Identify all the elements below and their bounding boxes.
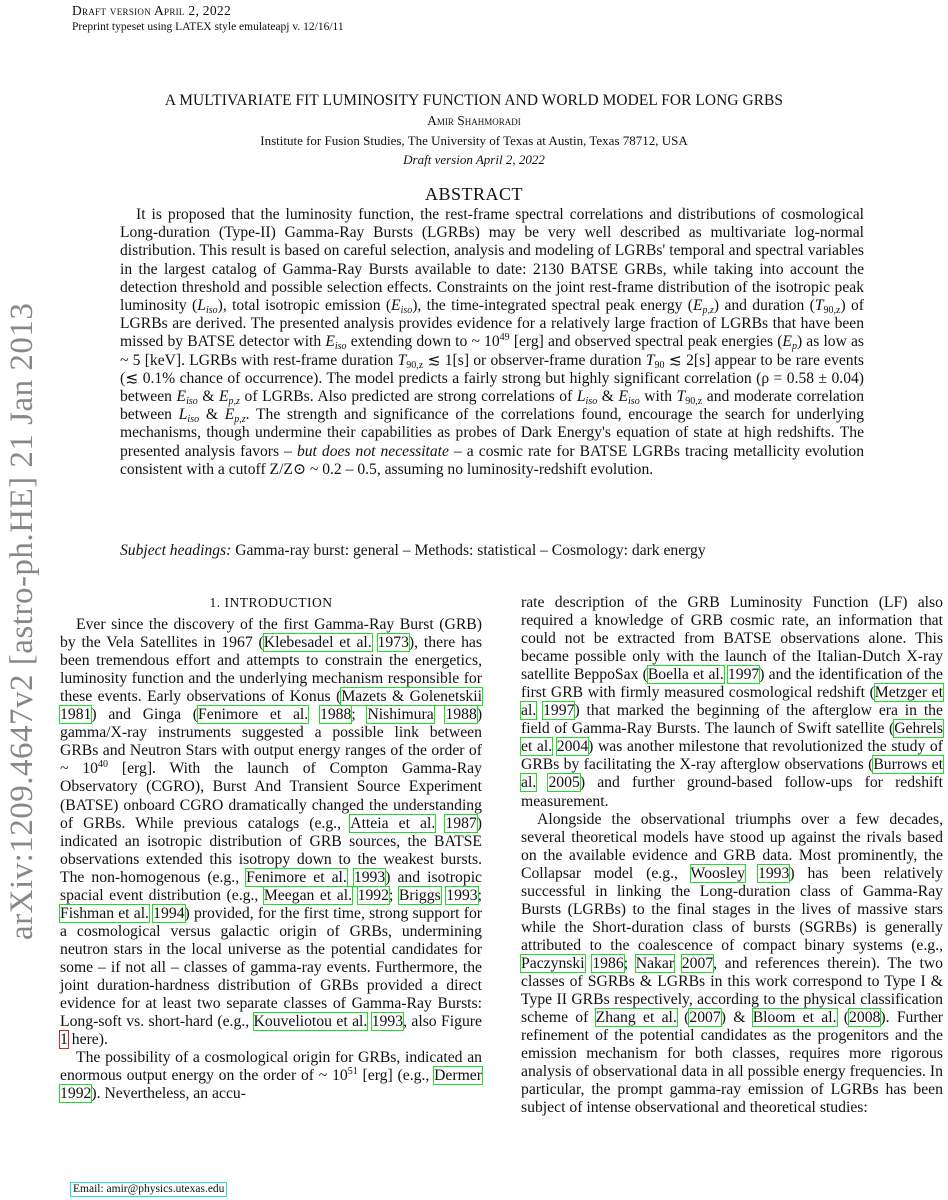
- citation-year-link[interactable]: 1992: [357, 886, 389, 904]
- citation-year-link[interactable]: 1993: [371, 1013, 404, 1031]
- citation-year-link[interactable]: 2004: [556, 738, 589, 756]
- citation-link[interactable]: Klebesadel et al.: [263, 634, 372, 652]
- citation-year-link[interactable]: 1993: [446, 886, 478, 904]
- citation-link[interactable]: Gehrels et al.: [521, 720, 943, 756]
- subject-headings-text: Gamma-ray burst: general – Methods: statistical – Cosmology: dark energy: [231, 542, 706, 559]
- left-column: [60, 594, 482, 1103]
- abstract-heading: ABSTRACT: [424, 184, 524, 204]
- abstract-italic-phrase: but does not necessitate: [296, 442, 449, 460]
- citation-link[interactable]: Burrows et al.: [521, 756, 944, 792]
- citation-link[interactable]: Boella et al.: [647, 666, 724, 684]
- intro-paragraph-2-cont: rate description of the GRB Luminosity Function (LF) also required a knowledge of GRB cosmic rate, an information that could not be extracted from BATSE observations alone. This became possible only with the launch of the Italian-Dutch X-ray satellite BeppoSax (Boella et al. 1997) and the identification of the first GRB with firmly measured cosmological redshift (Metzger et al. 1997) that marked the beginning of the afterglow era in the field of Gamma-Ray Bursts. The launch of Swift satellite (Gehrels et al. 2004) was another milestone that revolutionized the study of GRBs by facilitating the X-ray afterglow observations (Burrows et al. 2005) and further ground-based follow-ups for redshift measurement.: [521, 594, 944, 810]
- citation-link[interactable]: Briggs: [398, 886, 441, 904]
- citation-link[interactable]: Dermer: [434, 1067, 482, 1085]
- citation-year-link[interactable]: 2005: [548, 774, 580, 792]
- intro-paragraph-2: The possibility of a cosmological origin for GRBs, indicated an enormous output energy on the order of ~ $10^{51}$ [erg] (e.g., Dermer 1992). Nevertheless, an accu-: [60, 1049, 482, 1103]
- paper-title: A MULTIVARIATE FIT LUMINOSITY FUNCTION AND WORLD MODEL FOR LONG GRBS: [164, 92, 784, 109]
- citation-year-link[interactable]: 1987: [445, 814, 477, 832]
- citation-year-link[interactable]: 2008: [849, 1009, 881, 1027]
- citation-link[interactable]: Fenimore et al.: [246, 868, 347, 886]
- citation-year-link[interactable]: 1988: [319, 706, 352, 724]
- page-header: [72, 2, 344, 36]
- citation-link[interactable]: Zhang et al.: [595, 1009, 677, 1027]
- citation-link[interactable]: Metzger et al.: [521, 684, 943, 720]
- citation-link[interactable]: Bloom et al.: [752, 1009, 837, 1027]
- citation-year-link[interactable]: 1988: [445, 706, 477, 724]
- citation-link[interactable]: Meegan et al.: [263, 886, 353, 904]
- subject-headings: [120, 542, 864, 560]
- citation-link[interactable]: Fishman et al.: [60, 904, 149, 922]
- arxiv-stamp[interactable]: arXiv:1209.4647v2 [astro-ph.HE] 21 Jan 2013: [4, 302, 40, 940]
- citation-year-link[interactable]: 1997: [543, 702, 575, 720]
- draft-line: Draft version April 2, 2022: [72, 3, 231, 18]
- figure-ref-link[interactable]: 1: [60, 1031, 68, 1049]
- citation-year-link[interactable]: 1986: [592, 954, 624, 972]
- citation-year-link[interactable]: 1997: [727, 666, 760, 684]
- citation-year-link[interactable]: 1993: [757, 864, 790, 882]
- citation-link[interactable]: Kouveliotou et al.: [253, 1013, 368, 1031]
- citation-link[interactable]: Mazets & Golenetskii: [341, 688, 482, 706]
- citation-link[interactable]: Woosley: [690, 864, 746, 882]
- section-heading-introduction: 1. INTRODUCTION: [209, 595, 333, 610]
- citation-year-link[interactable]: 2007: [689, 1009, 721, 1027]
- citation-link[interactable]: Paczynski: [521, 954, 585, 972]
- citation-link[interactable]: Atteia et al.: [350, 814, 436, 832]
- paper-affiliation: Institute for Fusion Studies, The University of Texas at Austin, Texas 78712, USA: [260, 133, 688, 148]
- citation-link[interactable]: Nakar: [635, 954, 675, 972]
- intro-paragraph-3: Alongside the observational triumphs over a few decades, several theoretical models have stood up against the rivals based on the available evidence and GRB data. Most prominently, the Collapsar model (e.g., Woosley 1993) has been relatively successful in linking the Long-duration class of Gamma-Ray Bursts (LGRBs) to the final stages in the lives of massive stars while the Short-duration class of bursts (SGRBs) is generally attributed to the coalescence of compact binary systems (e.g., Paczynski 1986; Nakar 2007, and references therein). The two classes of SGRBs & LGRBs in this work correspond to Type I & Type II GRBs respectively, according to the physical classification scheme of Zhang et al. (2007) & Bloom et al. (2008). Further refinement of the potential candidates as the progenitors and the emission mechanism for both classes, requires more rigorous analysis of observational data in all possible energy frequencies. In particular, the prompt gamma-ray emission of LGRBs has been subject of intense observational and theoretical studies:: [521, 810, 944, 1117]
- citation-year-link[interactable]: 1993: [353, 868, 386, 886]
- citation-year-link[interactable]: 2007: [681, 954, 714, 972]
- paper-author: Amir Shahmoradi: [427, 113, 521, 128]
- subject-headings-label: Subject headings:: [120, 542, 232, 559]
- citation-year-link[interactable]: 1981: [60, 706, 92, 724]
- citation-link[interactable]: Nishimura: [367, 706, 434, 724]
- paper-date: Draft version April 2, 2022: [403, 152, 545, 167]
- preprint-line: Preprint typeset using LATEX style emulateapj v. 12/16/11: [72, 21, 344, 33]
- citation-year-link[interactable]: 1994: [153, 904, 185, 922]
- email-link[interactable]: Email: amir@physics.utexas.edu: [73, 1183, 225, 1195]
- right-column: [521, 594, 943, 1117]
- intro-paragraph-1: Ever since the discovery of the first Gamma-Ray Burst (GRB) by the Vela Satellites in 1967 (Klebesadel et al. 1973), there has been tremendous effort and attempts to constrain the energetics, luminosity function and the underlying mechanism responsible for these events. Early observations of Konus (Mazets & Golenetskii 1981) and Ginga (Fenimore et al. 1988; Nishimura 1988) gamma/X-ray instruments suggested a possible link between GRBs and Neutron Stars with output energy ranges of the order of ~ $10^{40}$ [erg]. With the launch of Compton Gamma-Ray Observatory (CGRO), Burst And Transient Source Experiment (BATSE) onboard CGRO dramatically changed the understanding of GRBs. While previous catalogs (e.g., Atteia et al. 1987) indicated an isotropic distribution of GRB sources, the BATSE observations extended this isotropy down to the weakest bursts. The non-homogenous (e.g., Fenimore et al. 1993) and isotropic spacial event distribution (e.g., Meegan et al. 1992; Briggs 1993; Fishman et al. 1994) provided, for the first time, strong support for a cosmological versus galactic origin of GRBs, undermining neutron stars in the local universe as the potential candidates for some – if not all – classes of gamma-ray events. Furthermore, the joint duration-hardness distribution of GRBs provided a direct evidence for at least two separate classes of Gamma-Ray Bursts: Long-soft vs. short-hard (e.g., Kouveliotou et al. 1993, also Figure 1 here).: [60, 616, 483, 1049]
- citation-link[interactable]: Fenimore et al.: [198, 706, 309, 724]
- citation-year-link[interactable]: 1992: [60, 1085, 92, 1103]
- abstract-body: It is proposed that the luminosity function, the rest-frame spectral correlations and distributions of cosmological Long-duration (Type-II) Gamma-Ray Bursts (LGRBs) may be very well described as multivariate log-normal distribution. This result is based on careful selection, analysis and modeling of LGRBs' temporal and spectral variables in the largest catalog of Gamma-Ray Bursts available to date: 2130 BATSE GRBs, while taking into account the detection threshold and possible selection effects. Constraints on the joint rest-frame distribution of the isotropic peak luminosity $(L_{iso})$, total isotropic emission $(E_{iso})$, the time-integrated spectral peak energy $(E_{p,z})$ and duration $(T_{90,z})$ of LGRBs are derived. The presented analysis provides evidence for a relatively large fraction of LGRBs that have been missed by BATSE detector with $E_{iso}$ extending down to ~ $10^{49}$ [erg] and observed spectral peak energies $(E_p)$ as low as ~ 5 [keV]. LGRBs with rest-frame duration $T_{90,z}$ ≲ 1[s] or observer-frame duration $T_{90}$ ≲ 2[s] appear to be rare events (≲ 0.1% chance of occurrence). The model predicts a fairly strong but highly significant correlation (ρ = 0.58 ± 0.04) between $E_{iso}$ & $E_{p,z}$ of LGRBs. Also predicted are strong correlations of $L_{iso}$ & $E_{iso}$ with $T_{90,z}$ and moderate correlation between $L_{iso}$ & $E_{p,z}$. The strength and significance of the correlations found, encourage the search for underlying mechanisms, though undermine their capabilities as probes of Dark Energy's equation of state at high redshifts. The presented analysis favors – but does not necessitate – a cosmic rate for BATSE LGRBs tracing metallicity evolution consistent with a cutoff Z/Z⊙ ~ 0.2 – 0.5, assuming no luminosity-redshift evolution.: [120, 206, 864, 478]
- citation-year-link[interactable]: 1973: [377, 634, 409, 652]
